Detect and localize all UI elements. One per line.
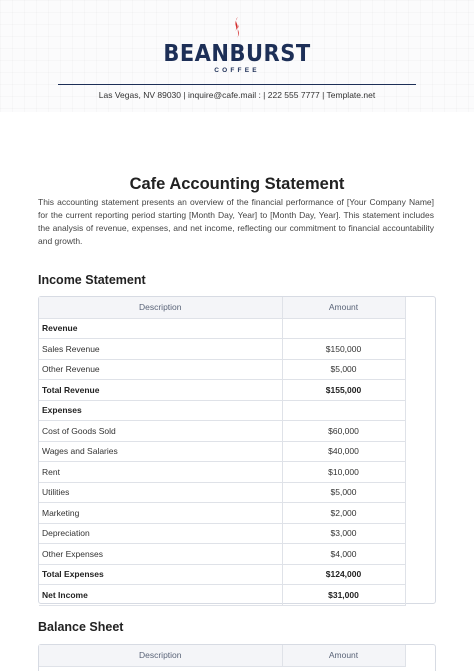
row-amount: $2,000 bbox=[282, 503, 405, 524]
row-amount: $5,000 bbox=[282, 359, 405, 380]
row-amount: $124,000 bbox=[282, 564, 405, 585]
row-amount: $31,000 bbox=[282, 585, 405, 606]
row-amount: $40,000 bbox=[282, 441, 405, 462]
page-title: Cafe Accounting Statement bbox=[129, 175, 345, 193]
row-amount bbox=[282, 318, 405, 339]
row-amount: $150,000 bbox=[282, 339, 405, 360]
row-description: Sales Revenue bbox=[39, 339, 282, 360]
row-amount bbox=[282, 400, 405, 421]
table-row bbox=[39, 339, 405, 360]
row-amount: $4,000 bbox=[282, 544, 405, 565]
table-row bbox=[39, 421, 405, 442]
table-row bbox=[39, 503, 405, 524]
brand-name: BEANBURST bbox=[163, 39, 311, 67]
table-row bbox=[39, 441, 405, 462]
table-header-row bbox=[39, 645, 405, 666]
row-description: Depreciation bbox=[39, 523, 282, 544]
row-amount: $3,000 bbox=[282, 523, 405, 544]
row-amount: $60,000 bbox=[282, 421, 405, 442]
column-header-description: Description bbox=[39, 297, 282, 318]
income-statement-heading: Income Statement bbox=[38, 273, 146, 287]
table-row bbox=[39, 564, 405, 585]
income-statement-table bbox=[38, 296, 436, 604]
row-description: Net Income bbox=[39, 585, 282, 606]
column-header-amount: Amount bbox=[282, 297, 405, 318]
row-description: Expenses bbox=[39, 400, 282, 421]
row-description: Other Expenses bbox=[39, 544, 282, 565]
column-header-description: Description bbox=[39, 645, 282, 666]
table-row bbox=[39, 380, 405, 401]
row-description: Wages and Salaries bbox=[39, 441, 282, 462]
row-description: Rent bbox=[39, 462, 282, 483]
table-row bbox=[39, 400, 405, 421]
row-description: Total Revenue bbox=[39, 380, 282, 401]
header-divider bbox=[58, 84, 416, 85]
row-description: Utilities bbox=[39, 482, 282, 503]
row-amount: $5,000 bbox=[282, 482, 405, 503]
table-row bbox=[39, 318, 405, 339]
row-description: Revenue bbox=[39, 318, 282, 339]
table-row bbox=[39, 482, 405, 503]
row-description: Total Expenses bbox=[39, 564, 282, 585]
balance-sheet-table bbox=[38, 644, 436, 671]
row-amount: $155,000 bbox=[282, 380, 405, 401]
coffee-steam-icon bbox=[229, 16, 245, 40]
balance-sheet-heading: Balance Sheet bbox=[38, 620, 124, 634]
table-row bbox=[39, 359, 405, 380]
row-amount: $10,000 bbox=[282, 462, 405, 483]
row-description: Cost of Goods Sold bbox=[39, 421, 282, 442]
column-header-amount: Amount bbox=[282, 645, 405, 666]
contact-line: Las Vegas, NV 89030 | inquire@cafe.mail : | 222 555 7777 | Template.net bbox=[98, 90, 376, 100]
table-row bbox=[39, 585, 405, 606]
row-description: Other Revenue bbox=[39, 359, 282, 380]
brand-subtitle: COFFEE bbox=[214, 67, 260, 74]
table-header-row bbox=[39, 297, 405, 318]
table-row bbox=[39, 462, 405, 483]
table-row bbox=[39, 544, 405, 565]
intro-paragraph: This accounting statement presents an overview of the financial performance of [Your Company Name] for the current reporting period starting [Month Day, Year] to [Month Day, Year]. This statement includes the analysis of revenue, expenses, and net income, reflecting our commitment to financial accountability and growth. bbox=[38, 197, 434, 246]
company-logo bbox=[0, 16, 474, 74]
table-row bbox=[39, 523, 405, 544]
row-description: Marketing bbox=[39, 503, 282, 524]
